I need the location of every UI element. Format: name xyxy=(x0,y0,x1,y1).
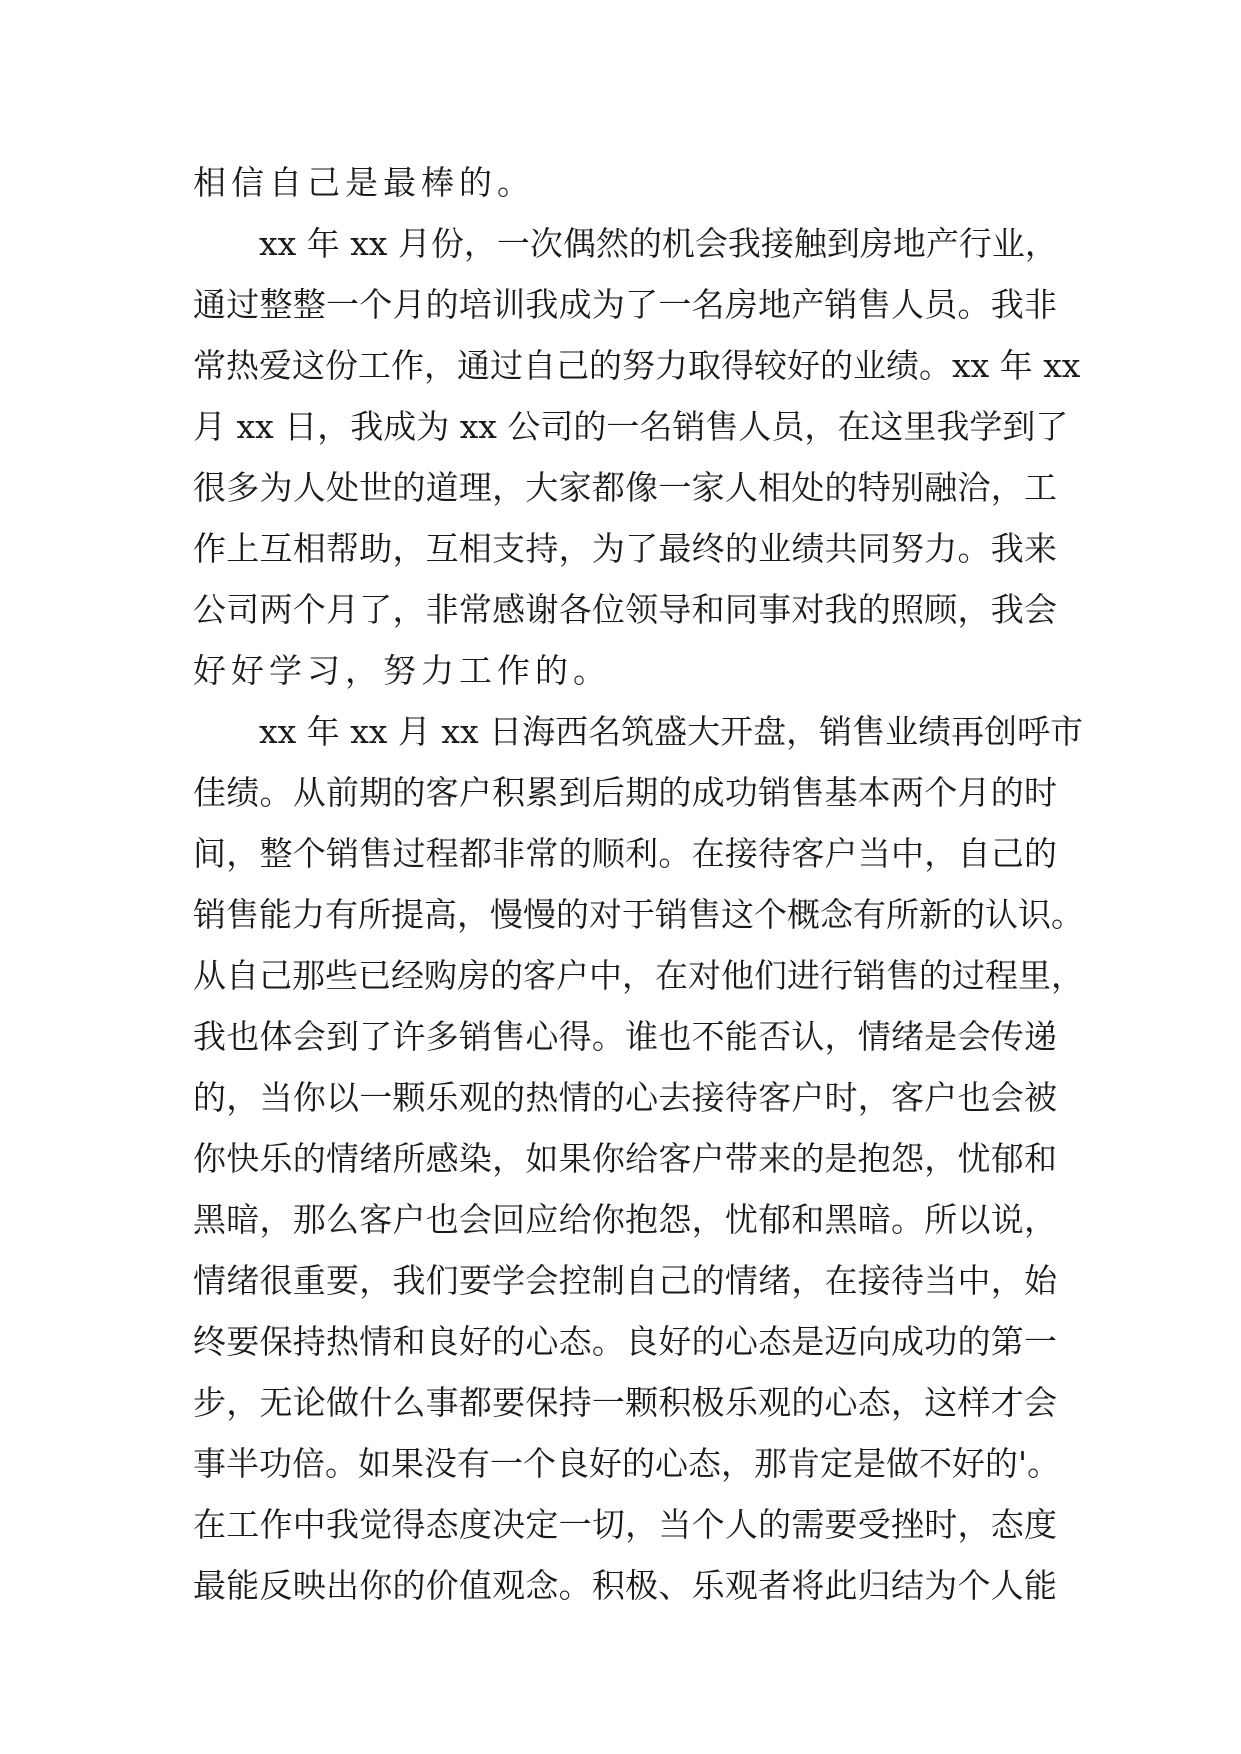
text-line: 事半功倍。如果没有一个良好的心态，那肯定是做不好的'。 xyxy=(193,1444,1061,1483)
text-line: 很多为人处世的道理，大家都像一家人相处的特别融洽，工 xyxy=(193,468,1057,507)
text-line: 相信自己是最棒的。 xyxy=(193,163,535,202)
text-line: 从自己那些已经购房的客户中，在对他们进行销售的过程里， xyxy=(193,956,1084,995)
text-line: 作上互相帮助，互相支持，为了最终的业绩共同努力。我来 xyxy=(193,529,1057,568)
text-line: 通过整整一个月的培训我成为了一名房地产销售人员。我非 xyxy=(193,285,1057,324)
text-line: xx 年 xx 月份，一次偶然的机会我接触到房地产行业， xyxy=(259,224,1058,263)
text-line: 在工作中我觉得态度决定一切，当个人的需要受挫时，态度 xyxy=(193,1505,1057,1544)
text-line: 佳绩。从前期的客户积累到后期的成功销售基本两个月的时 xyxy=(193,773,1057,812)
text-line: 黑暗，那么客户也会回应给你抱怨，忧郁和黑暗。所以说， xyxy=(193,1200,1057,1239)
text-line: 常热爱这份工作，通过自己的努力取得较好的业绩。xx 年 xx xyxy=(193,346,1081,385)
text-line: 的，当你以一颗乐观的热情的心去接待客户时，客户也会被 xyxy=(193,1078,1057,1117)
text-line: 间，整个销售过程都非常的顺利。在接待客户当中，自己的 xyxy=(193,834,1057,873)
text-line: 销售能力有所提高，慢慢的对于销售这个概念有所新的认识。 xyxy=(193,895,1084,934)
text-line: 你快乐的情绪所感染，如果你给客户带来的是抱怨，忧郁和 xyxy=(193,1139,1057,1178)
text-line: 好好学习，努力工作的。 xyxy=(193,651,611,690)
document-page xyxy=(193,152,1084,1616)
text-line: 月 xx 日，我成为 xx 公司的一名销售人员，在这里我学到了 xyxy=(193,407,1069,446)
text-line: 公司两个月了，非常感谢各位领导和同事对我的照顾，我会 xyxy=(193,590,1057,629)
text-line: 我也体会到了许多销售心得。谁也不能否认，情绪是会传递 xyxy=(193,1017,1057,1056)
text-line: xx 年 xx 月 xx 日海西名筑盛大开盘，销售业绩再创呼市 xyxy=(259,712,1084,751)
text-line: 终要保持热情和良好的心态。良好的心态是迈向成功的第一 xyxy=(193,1322,1057,1361)
text-line: 最能反映出你的价值观念。积极、乐观者将此归结为个人能 xyxy=(193,1566,1057,1605)
text-line: 情绪很重要，我们要学会控制自己的情绪，在接待当中，始 xyxy=(193,1261,1057,1300)
text-line: 步，无论做什么事都要保持一颗积极乐观的心态，这样才会 xyxy=(193,1383,1057,1422)
